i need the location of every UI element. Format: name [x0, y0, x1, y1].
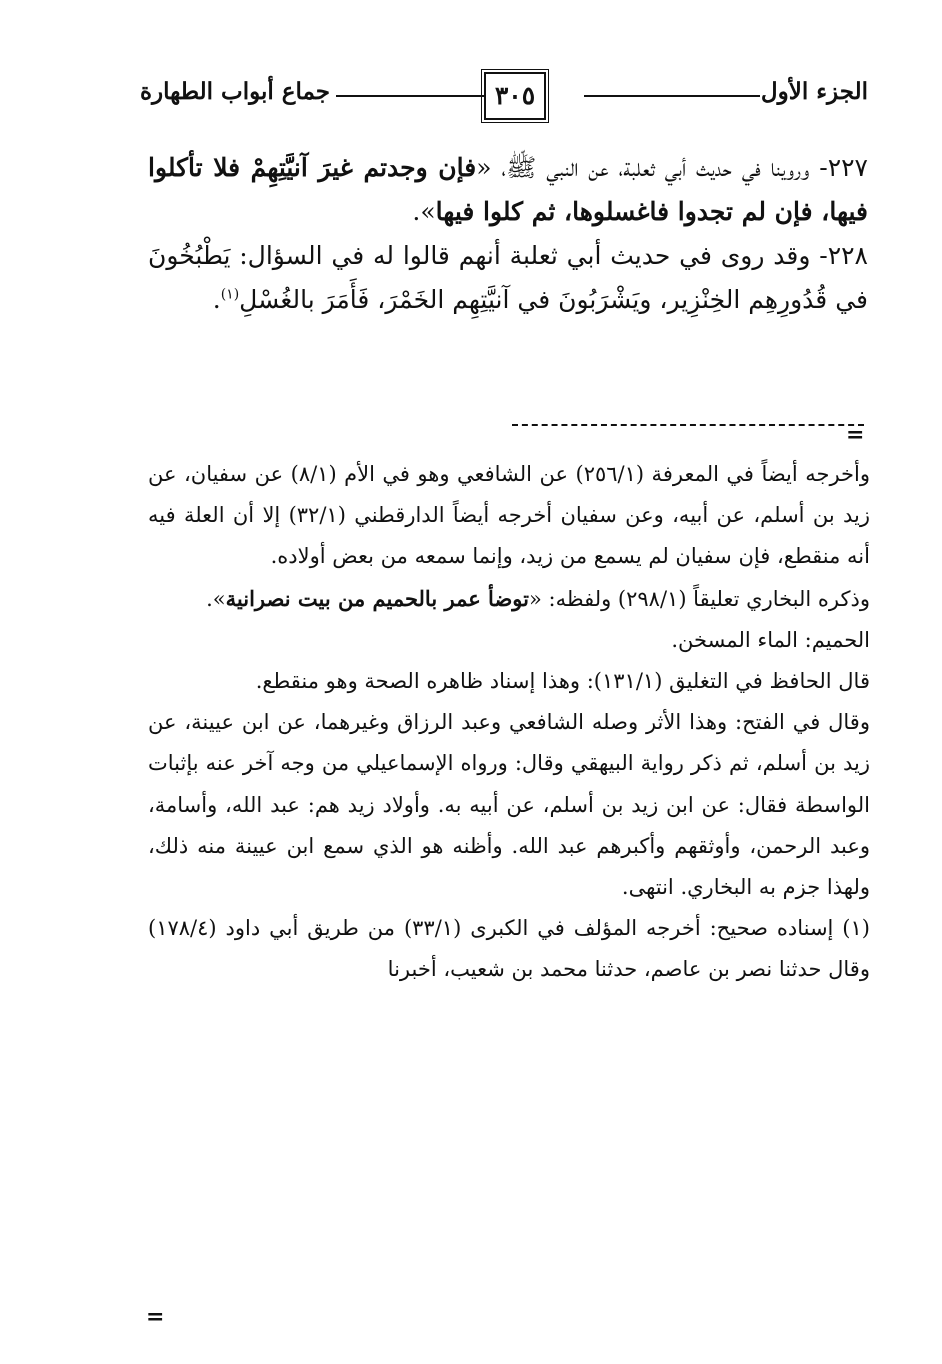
hadith-227-intro: ٢٢٧- وروينا في حديث أبي ثعلبة، عن النبي ﷺ، « [476, 153, 868, 182]
chapter-title: جماع أبواب الطهارة [140, 78, 331, 105]
header-rule-right [584, 95, 760, 97]
footnotes [148, 454, 870, 991]
footnote-ref: (١) [220, 286, 240, 303]
running-header [140, 72, 868, 120]
hadith-228 [148, 234, 868, 322]
footnote-1: (١) إسناده صحيح: أخرجه المؤلف في الكبرى (٣٣/١) من طريق أبي داود (١٧٨/٤) وقال حدثنا نصر بن عاصم، حدثنا محمد بن شعيب، أخبرنا [148, 916, 870, 982]
hadith-227-quote: فإن وجدتم غيرَ آنيَّتِهِمْ فلا تأكلوا فيها، فإن لم تجدوا فاغسلوها، ثم كلوا فيها [148, 153, 868, 226]
note-hamim: الحميم: الماء المسخن. [671, 627, 870, 652]
note-bukhari-close: ». [206, 586, 226, 611]
volume-label: الجزء الأول [760, 78, 868, 105]
header-rule-left [336, 95, 484, 97]
hadith-228-end: . [212, 285, 221, 314]
note-fath: وقال في الفتح: وهذا الأثر وصله الشافعي وعبد الرزاق وغيرهما، عن ابن عيينة، عن زيد بن أسلم، ثم ذكر رواية البيهقي وقال: ورواه الإسماعيلي من وجه آخر عنه بإثبات الواسطة فقال: عن ابن زيد بن أسلم، عن أبيه به. وأولاد زيد هم: عبد الله، وأسامة، وعبد الرحمن، وأوثقهم وأكبرهم عبد الله. وأظنه هو الذي سمع ابن عيينة منه ذلك، ولهذا جزم به البخاري. انتهى. [148, 710, 870, 900]
hadith-228-text: ٢٢٨- وقد روى في حديث أبي ثعلبة أنهم قالوا له في السؤال: يَطْبُخُونَ في قُدُورِهِم الخِنْزِير، ويَشْرَبُونَ في آنيَّتِهِم الخَمْرَ، فَأَمَرَ بالغُسْلِ [148, 241, 868, 314]
main-text [148, 146, 868, 322]
page-number: ٣٠٥ [484, 72, 546, 120]
note-bukhari [148, 578, 870, 620]
note-bukhari-quote: توضأ عمر بالحميم من بيت نصرانية [225, 585, 529, 611]
continuation-mark-top: = [846, 422, 865, 448]
hadith-227 [148, 146, 868, 234]
note-bukhari-intro: وذكره البخاري تعليقاً (٢٩٨/١) ولفظه: « [528, 586, 870, 611]
hadith-227-close: ». [412, 197, 436, 226]
note-marifa: وأخرجه أيضاً في المعرفة (٢٥٦/١) عن الشافعي وهو في الأم (٨/١) عن سفيان، عن زيد بن أسلم، عن أبيه، وعن سفيان أخرجه أيضاً الدارقطني (٣٢/١) إلا أن العلة فيه أنه منقطع، فإن سفيان لم يسمع من زيد، وإنما سمعه من بعض أولاده. [148, 462, 871, 569]
footnote-separator [512, 424, 864, 426]
note-taghliq: قال الحافظ في التغليق (١٣١/١): وهذا إسناد ظاهره الصحة وهو منقطع. [255, 669, 870, 694]
continuation-mark-bottom: = [146, 1304, 165, 1330]
